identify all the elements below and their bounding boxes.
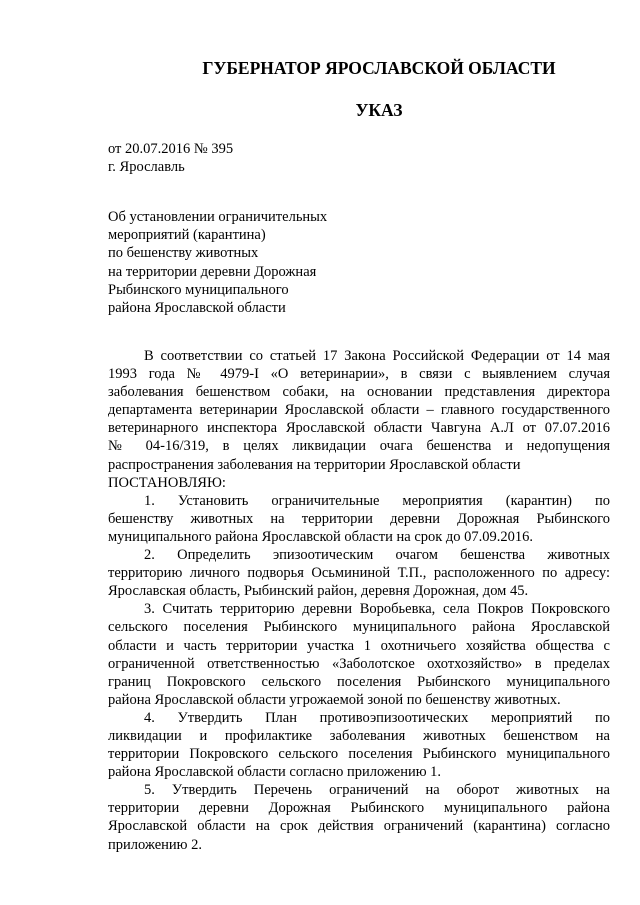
preamble-line: № 04-16/319, в целях ликвидации очага бешенства и недопущения	[108, 438, 610, 455]
date-number: от 20.07.2016 № 395	[108, 141, 234, 157]
decree-item-1	[108, 492, 610, 546]
decree-item-2	[108, 546, 610, 600]
preamble-line: В соответствии со статьей 17 Закона Российской Федерации от 14 мая	[144, 348, 610, 364]
item-line: ликвидации и профилактике заболевания животных бешенством на	[108, 727, 610, 744]
subject-line: мероприятий (карантина)	[108, 227, 266, 244]
item-line: границ Покровского сельского поселения Рыбинского муниципального	[108, 673, 610, 690]
subject-line: района Ярославской области	[108, 300, 286, 317]
item-line: района Ярославской области угрожаемой зоной по бешенству животных.	[108, 691, 561, 708]
preamble-line: заболевания бешенством собаки, на основании представления директора	[108, 384, 610, 401]
item-line: 5. Утвердить Перечень ограничений на оборот животных на	[144, 782, 610, 799]
decree-item-4	[108, 709, 610, 781]
decree-item-5	[108, 781, 610, 853]
item-line: области и часть территории участка 1 охотничьего хозяйства общества с	[108, 637, 610, 654]
subject-line: Об установлении ограничительных	[108, 209, 328, 225]
item-line: 2. Определить эпизоотическим очагом бешенства животных	[144, 547, 610, 564]
city: г. Ярославль	[108, 159, 185, 175]
item-line: муниципального района Ярославской области на срок до 07.09.2016.	[108, 528, 534, 545]
preamble-line: 1993 года № 4979-I «О ветеринарии», в связи с выявлением случая	[108, 366, 610, 383]
item-line: территории Покровского сельского поселения Рыбинского муниципального	[108, 746, 610, 763]
subject-line: Рыбинского муниципального	[108, 281, 289, 298]
item-line: территории деревни Дорожная Рыбинского муниципального района	[108, 800, 610, 817]
subject-line: по бешенству животных	[108, 245, 259, 262]
preamble	[108, 347, 610, 474]
preamble-line: распространения заболевания на территории Ярославской области	[108, 456, 521, 473]
decree-word: ПОСТАНОВЛЯЮ:	[108, 474, 226, 491]
item-line: района Ярославской области согласно приложению 1.	[108, 764, 442, 781]
item-line: бешенству животных на территории деревни Дорожная Рыбинского	[108, 510, 610, 527]
item-line: 3. Считать территорию деревни Воробьевка, села Покров Покровского	[144, 601, 610, 618]
document-body	[108, 347, 610, 854]
item-line: приложению 2.	[108, 836, 203, 853]
item-line: сельского поселения Рыбинского муниципального района Ярославской	[108, 619, 610, 636]
document-subject	[108, 208, 327, 317]
preamble-line: департамента ветеринарии Ярославской области – главного государственного	[108, 402, 610, 419]
preamble-line: ветеринарного инспектора Ярославской области Чавгуна А.Л от 07.07.2016	[108, 420, 610, 437]
subject-line: на территории деревни Дорожная	[108, 263, 317, 280]
item-line: Ярославская область, Рыбинский район, деревня Дорожная, дом 45.	[108, 583, 529, 600]
document-meta	[108, 140, 233, 176]
document-type-heading: УКАЗ	[355, 100, 403, 120]
item-line: ограниченной ответственностью «Заболотское охотхозяйство» в пределах	[108, 655, 610, 672]
item-line: территорию личного подворья Осьмининой Т.П., расположенного по адресу:	[108, 565, 610, 582]
governor-heading: ГУБЕРНАТОР ЯРОСЛАВСКОЙ ОБЛАСТИ	[202, 58, 556, 78]
item-line: 1. Установить ограничительные мероприятия (карантин) по	[144, 492, 610, 509]
item-line: 4. Утвердить План противоэпизоотических мероприятий по	[144, 709, 610, 726]
item-line: Ярославской области на срок действия ограничений (карантина) согласно	[108, 818, 610, 835]
decree-item-3	[108, 600, 610, 709]
